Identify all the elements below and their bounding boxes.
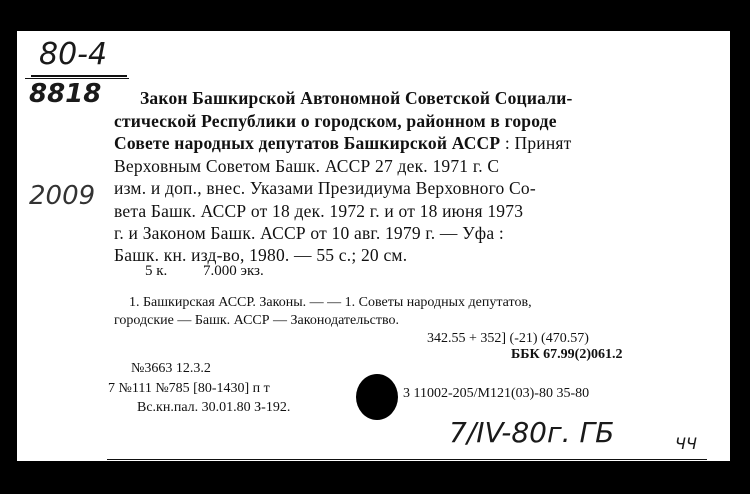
title-line-3-rest: : Принят	[504, 133, 572, 153]
print-info-left: 7 №111 №785 [80-1430] п т	[108, 381, 270, 396]
description-line-7: г. и Законом Башк. АССР от 10 авг. 1979 г. — Уфа :	[114, 223, 504, 243]
handwritten-margin-note: 2009	[29, 181, 96, 211]
handwritten-date-note: 7/IV-80г. ГБ	[449, 416, 615, 449]
bbk-index: ББК 67.99(2)061.2	[511, 347, 623, 362]
order-number: №3663 12.3.2	[131, 361, 211, 376]
class-numbers: 342.55 + 352] (-21) (470.57)	[427, 331, 589, 346]
handwritten-underline	[31, 75, 127, 77]
print-run: 7.000 экз.	[203, 263, 264, 279]
punch-hole	[356, 374, 398, 420]
title-line-3	[114, 133, 572, 154]
title-line-1: Закон Башкирской Автономной Советской Социали-	[140, 88, 573, 108]
handwritten-call-number: 80-4	[39, 37, 108, 72]
book-chamber-info: Вс.кн.пал. 30.01.80 З-192.	[137, 400, 291, 415]
title-line-3-bold: Совете народных депутатов Башкирской АССР	[114, 133, 501, 153]
handwritten-record-number: 8818	[29, 79, 102, 109]
subjects-line-2: городские — Башк. АССР — Законодательство.	[114, 313, 399, 328]
price: 5 к.	[145, 263, 168, 279]
description-line-6: вета Башк. АССР от 18 дек. 1972 г. и от 18 июня 1973	[114, 201, 524, 221]
title-line-2: стической Республики о городском, районном в городе	[114, 111, 557, 131]
description-line-4: Верховным Советом Башк. АССР 27 дек. 1971 г. С	[114, 156, 500, 176]
card-bottom-line	[107, 459, 707, 460]
print-info-right: 3 11002-205/М121(03)-80 35-80	[403, 386, 590, 401]
handwritten-corner-mark: ЧЧ	[675, 434, 697, 453]
description-line-5: изм. и доп., внес. Указами Президиума Верховного Со-	[114, 178, 536, 198]
subjects-line-1: 1. Башкирская АССР. Законы. — — 1. Советы народных депутатов,	[129, 295, 532, 310]
description-line-8: Башк. кн. изд-во, 1980. — 55 с.; 20 см.	[114, 245, 408, 265]
